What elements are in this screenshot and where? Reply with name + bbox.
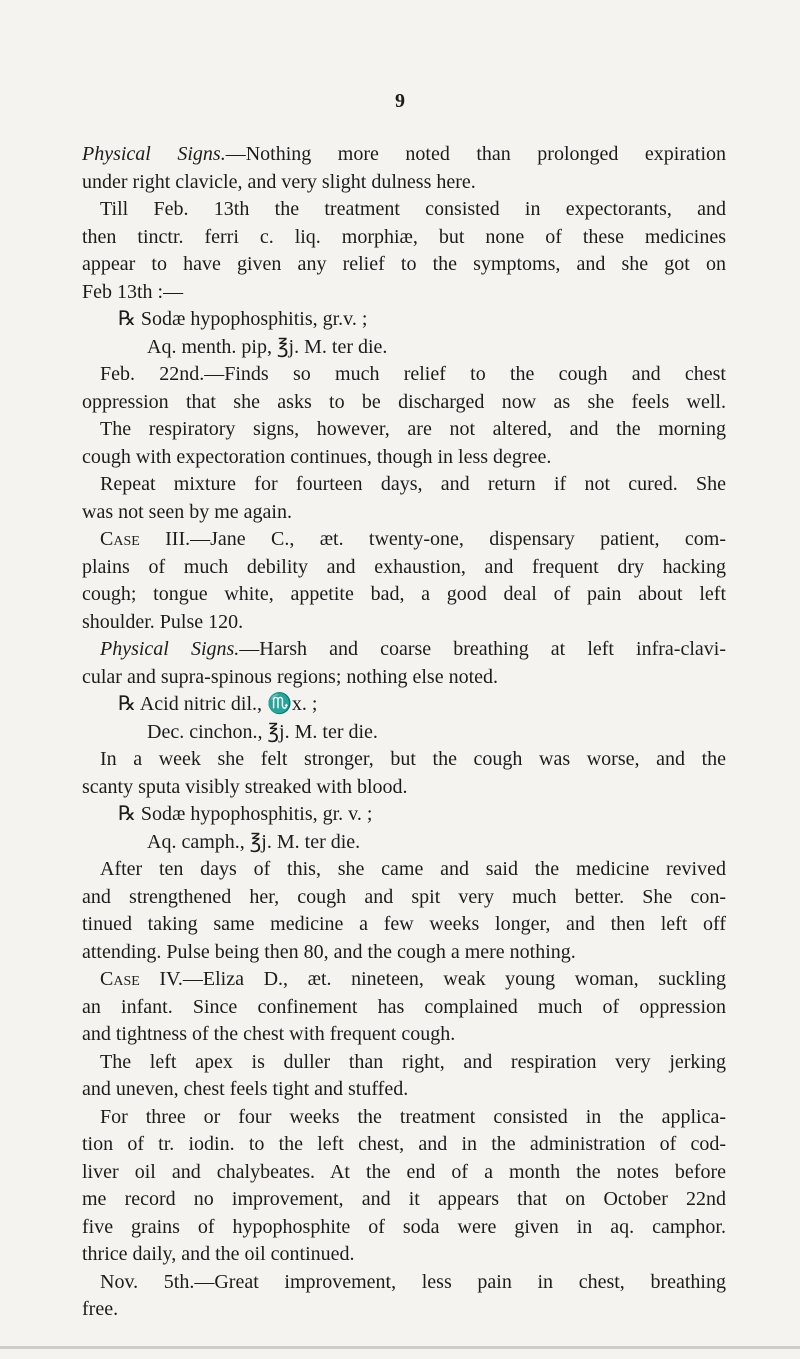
- text-line: Nov. 5th.—Great improvement, less pain in chest, breathing: [100, 1270, 726, 1293]
- text-line: Case III.—Jane C., æt. twenty-one, dispensary patient, com-: [100, 528, 726, 550]
- text-line: The respiratory signs, however, are not altered, and the morning: [100, 418, 726, 440]
- text-line: scanty sputa visibly streaked with blood.: [82, 775, 408, 798]
- text-line: Case IV.—Eliza D., æt. nineteen, weak young woman, suckling: [100, 968, 726, 990]
- section-heading: Physical Signs.: [100, 638, 240, 660]
- page-edge-divider: [0, 1346, 800, 1349]
- text-line: cough; tongue white, appetite bad, a good deal of pain about left: [82, 583, 726, 605]
- text-line: thrice daily, and the oil continued.: [82, 1243, 355, 1265]
- text-line: free.: [82, 1298, 119, 1320]
- text-line: Physical Signs.—Nothing more noted than prolonged expiration: [82, 143, 726, 165]
- text-line: appear to have given any relief to the symptoms, and she got on: [82, 253, 726, 275]
- text-line: Physical Signs.—Harsh and coarse breathing at left infra-clavi-: [100, 638, 726, 660]
- text-line: Feb 13th :—: [82, 280, 184, 303]
- text-line: shoulder. Pulse 120.: [82, 610, 244, 633]
- text-line: an infant. Since confinement has complained much of oppression: [82, 995, 726, 1018]
- text-line: In a week she felt stronger, but the cough was worse, and the: [100, 748, 726, 770]
- text-line: Till Feb. 13th the treatment consisted in expectorants, and: [100, 198, 726, 220]
- text-line: was not seen by me again.: [82, 500, 292, 523]
- page-number: 9: [395, 90, 405, 112]
- text-line: plains of much debility and exhaustion, and frequent dry hacking: [82, 555, 726, 578]
- text-line: five grains of hypophosphite of soda were given in aq. camphor.: [82, 1215, 726, 1238]
- text-line: For three or four weeks the treatment consisted in the applica-: [100, 1105, 726, 1128]
- prescription-line: Dec. cinchon., ℥j. M. ter die.: [147, 720, 378, 743]
- text-line: and tightness of the chest with frequent cough.: [82, 1023, 456, 1045]
- body-text: [82, 141, 726, 1324]
- section-heading: Physical Signs.: [82, 143, 226, 165]
- text-line: tinued taking same medicine a few weeks longer, and then left off: [82, 913, 726, 935]
- text-line: cular and supra-spinous regions; nothing else noted.: [82, 665, 499, 688]
- text-line: liver oil and chalybeates. At the end of a month the notes before: [82, 1160, 726, 1183]
- text-line: attending. Pulse being then 80, and the cough a mere nothing.: [82, 940, 576, 963]
- case-heading: Case III.: [100, 528, 191, 550]
- prescription-line: Aq. menth. pip, ℥j. M. ter die.: [147, 335, 388, 358]
- case-heading: Case IV.: [100, 968, 183, 990]
- prescription-line: ℞ Sodæ hypophosphitis, gr. v. ;: [118, 803, 373, 825]
- prescription-line: ℞ Sodæ hypophosphitis, gr.v. ;: [118, 308, 368, 330]
- text-line: After ten days of this, she came and said the medicine revived: [100, 858, 726, 880]
- text-line: and uneven, chest feels tight and stuffed.: [82, 1078, 409, 1100]
- text-line: then tinctr. ferri c. liq. morphiæ, but none of these medicines: [82, 225, 726, 248]
- text-line: Repeat mixture for fourteen days, and return if not cured. She: [100, 473, 726, 495]
- text-line: oppression that she asks to be discharged now as she feels well.: [82, 390, 726, 413]
- text-line: under right clavicle, and very slight dulness here.: [82, 170, 476, 193]
- text-line: and strengthened her, cough and spit very much better. She con-: [82, 885, 726, 908]
- prescription-line: Aq. camph., ℥j. M. ter die.: [147, 830, 361, 853]
- prescription-line: ℞ Acid nitric dil., ♏x. ;: [118, 693, 318, 715]
- text-line: The left apex is duller than right, and respiration very jerking: [100, 1050, 726, 1073]
- text-line: cough with expectoration continues, though in less degree.: [82, 445, 552, 468]
- text-line: Feb. 22nd.—Finds so much relief to the cough and chest: [100, 363, 726, 385]
- text-line: tion of tr. iodin. to the left chest, and in the administration of cod-: [82, 1133, 726, 1155]
- text-line: me record no improvement, and it appears that on October 22nd: [82, 1188, 726, 1210]
